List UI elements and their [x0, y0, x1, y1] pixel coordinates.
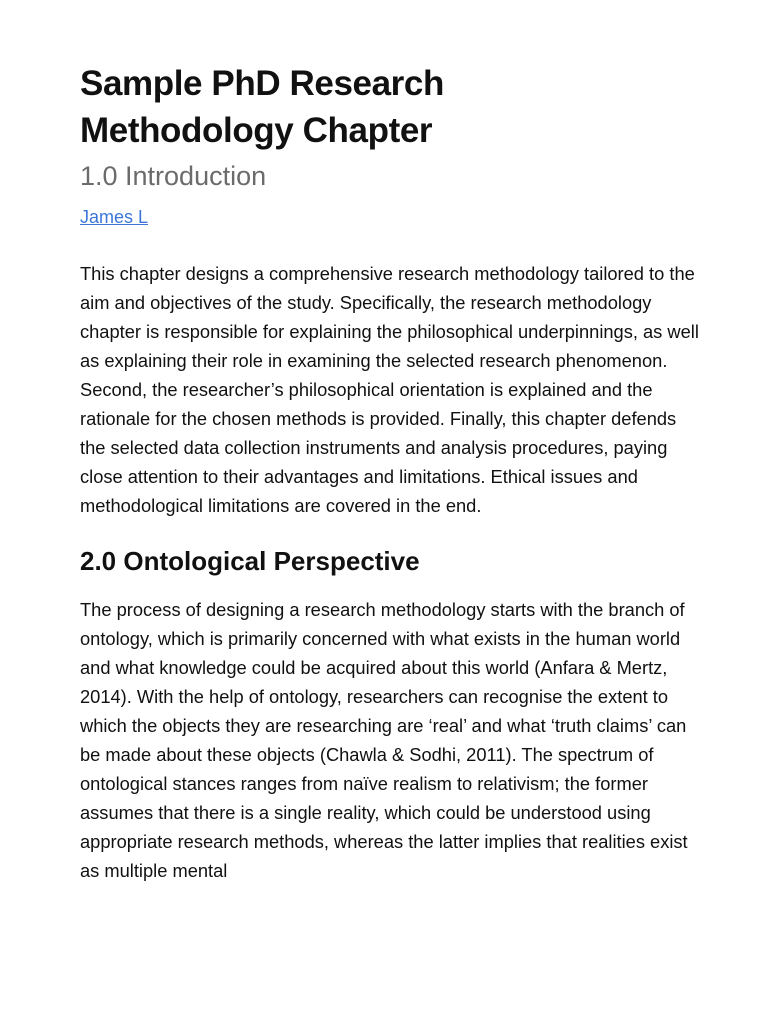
section-heading-ontological-perspective: 2.0 Ontological Perspective: [80, 546, 420, 576]
document-page: [80, 60, 700, 885]
document-title-line-1: Sample PhD Research: [80, 64, 444, 103]
document-title-line-2: Methodology Chapter: [80, 111, 433, 150]
author-link[interactable]: James L: [80, 207, 149, 227]
document-subtitle: 1.0 Introduction: [80, 161, 267, 191]
intro-paragraph: This chapter designs a comprehensive research methodology tailored to the aim and objectives of the study. Specifically, the research methodology chapter is responsible for explaining the philosophical underpinnings, as well as explaining their role in examining the selected research phenomenon. Second, the researcher’s philosophical orientation is explained and the rationale for the chosen methods is provided. Finally, this chapter defends the selected data collection instruments and analysis procedures, paying close attention to their advantages and limitations. Ethical issues and methodological limitations are covered in the end.: [80, 263, 699, 516]
document-title: [80, 60, 700, 154]
ontology-paragraph: The process of designing a research methodology starts with the branch of ontology, which is primarily concerned with what exists in the human world and what knowledge could be acquired about this world (Anfara & Mertz, 2014). With the help of ontology, researchers can recognise the extent to which the objects they are researching are ‘real’ and what ‘truth claims’ can be made about these objects (Chawla & Sodhi, 2011). The spectrum of ontological stances ranges from naïve realism to relativism; the former assumes that there is a single reality, which could be understood using appropriate research methods, whereas the latter implies that realities exist as multiple mental: [80, 599, 688, 881]
